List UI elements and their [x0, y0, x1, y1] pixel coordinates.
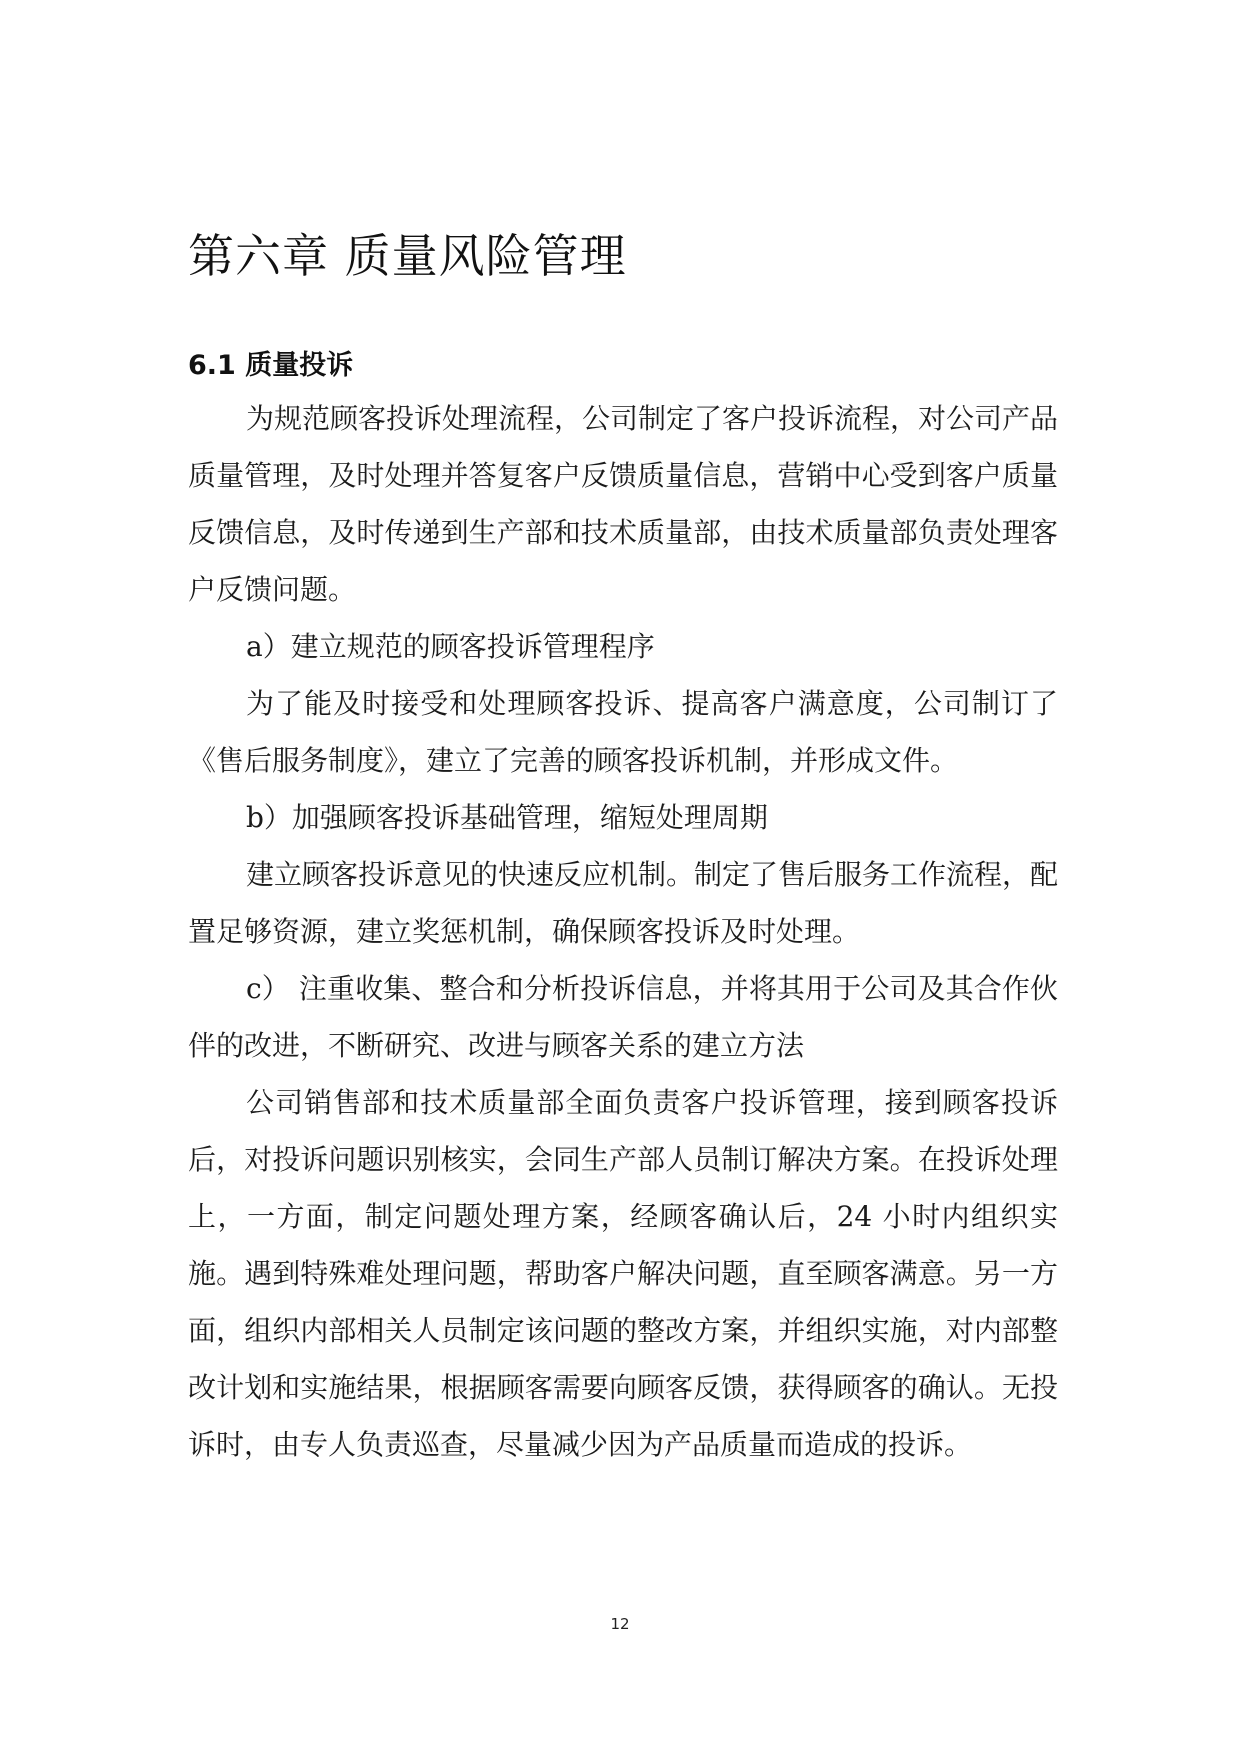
body-text	[188, 390, 1058, 1473]
item-a-paragraph: 为了能及时接受和处理顾客投诉、提高客户满意度，公司制订了《售后服务制度》，建立了完善的顾客投诉机制，并形成文件。	[188, 687, 1058, 777]
item-c-heading: c） 注重收集、整合和分析投诉信息，并将其用于公司及其合作伙伴的改进，不断研究、改进与顾客关系的建立方法	[188, 972, 1058, 1062]
item-a-heading: a）建立规范的顾客投诉管理程序	[246, 630, 655, 663]
closing-paragraph: 公司销售部和技术质量部全面负责客户投诉管理，接到顾客投诉后，对投诉问题识别核实，会同生产部人员制订解决方案。在投诉处理上，一方面，制定问题处理方案，经顾客确认后，24 小时内组织实施。遇到特殊难处理问题，帮助客户解决问题，直至顾客满意。另一方面，组织内部相关人员制定该问题的整改方案，并组织实施，对内部整改计划和实施结果，根据顾客需要向顾客反馈，获得顾客的确认。无投诉时，由专人负责巡查，尽量减少因为产品质量而造成的投诉。	[188, 1086, 1058, 1461]
section-heading: 6.1 质量投诉	[188, 350, 354, 381]
page-number: 12	[610, 1615, 630, 1633]
chapter-title: 第六章 质量风险管理	[188, 229, 627, 283]
item-b-heading: b）加强顾客投诉基础管理，缩短处理周期	[246, 801, 768, 834]
intro-paragraph: 为规范顾客投诉处理流程，公司制定了客户投诉流程，对公司产品质量管理，及时处理并答复客户反馈质量信息，营销中心受到客户质量反馈信息，及时传递到生产部和技术质量部，由技术质量部负责处理客户反馈问题。	[188, 402, 1059, 606]
item-b-paragraph: 建立顾客投诉意见的快速反应机制。制定了售后服务工作流程，配置足够资源，建立奖惩机制，确保顾客投诉及时处理。	[188, 858, 1059, 948]
